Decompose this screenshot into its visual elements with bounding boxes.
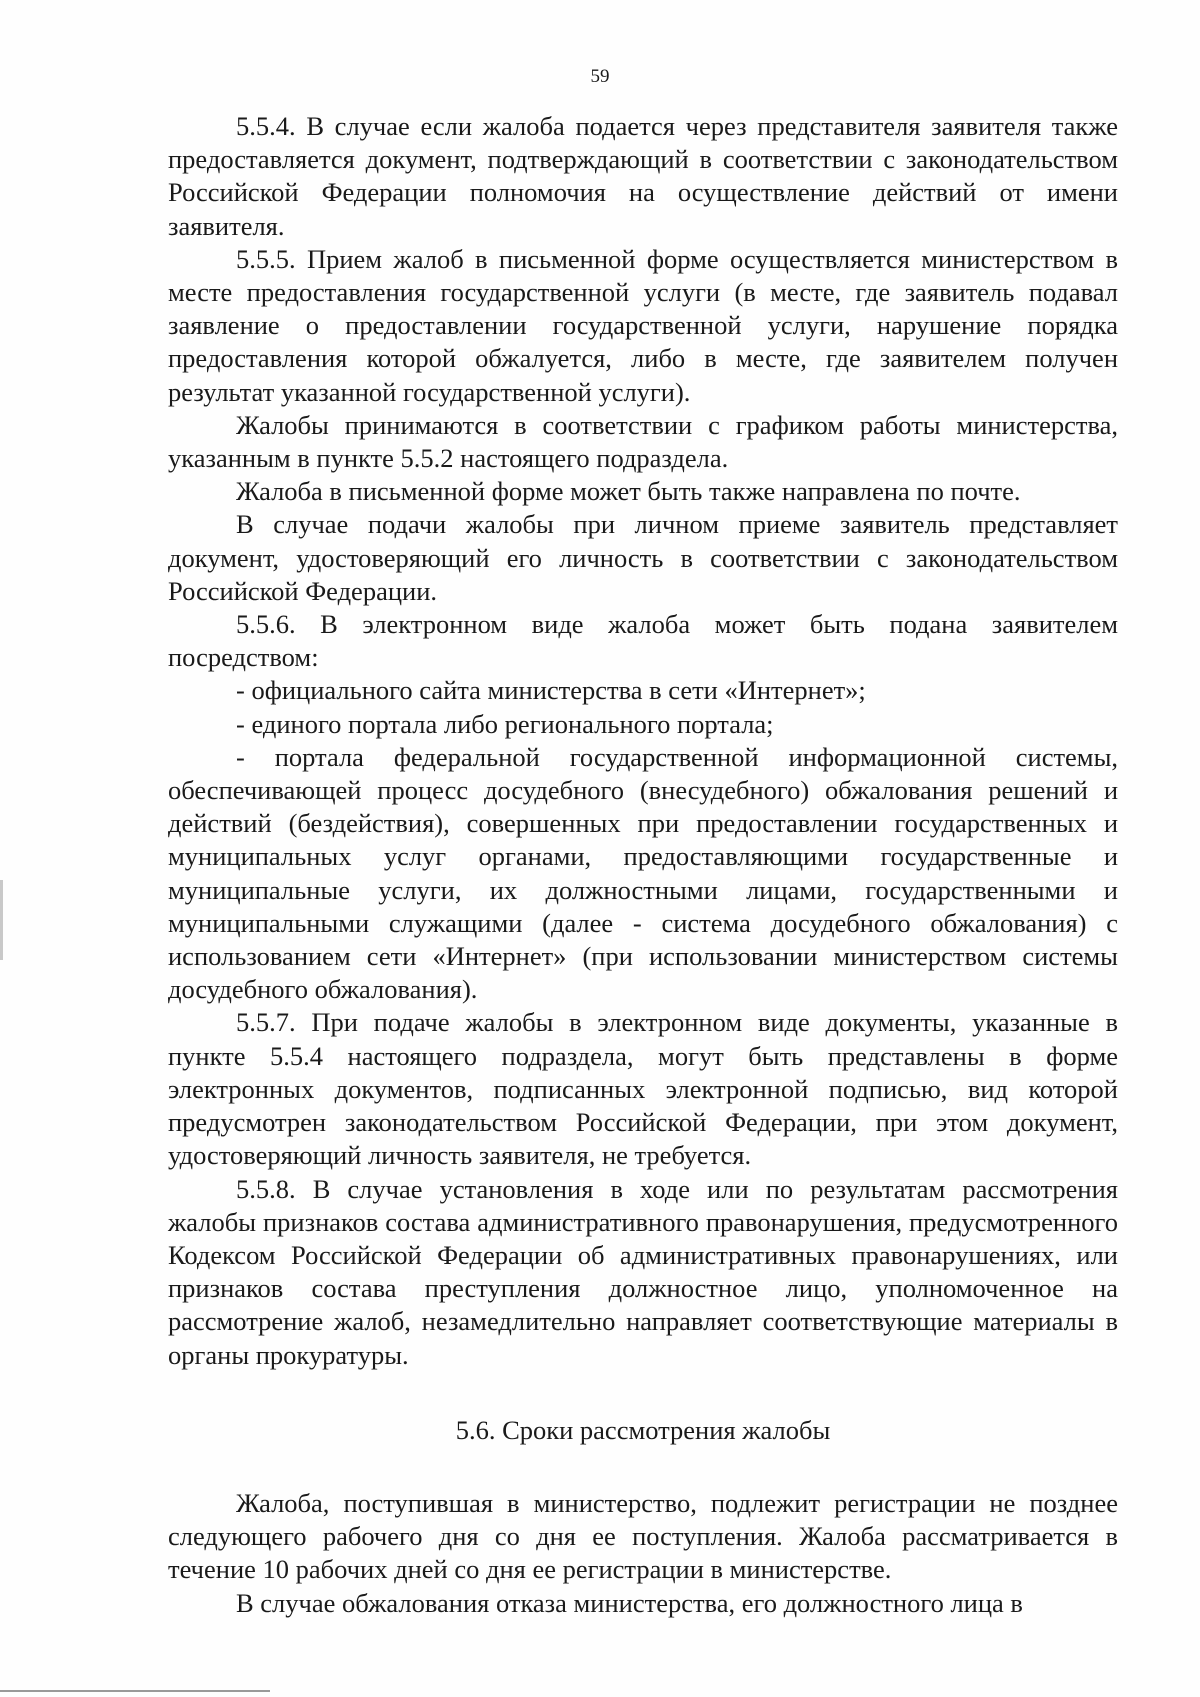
scan-edge-mark	[0, 880, 3, 960]
list-item-unified-portal: - единого портала либо регионального портала;	[236, 708, 774, 739]
paragraph-mail: Жалоба в письменной форме может быть также направлена по почте.	[236, 476, 1021, 507]
page-number: 59	[590, 66, 610, 87]
paragraph-5-5-4: 5.5.4. В случае если жалоба подается через представителя заявителя также предоставляется документ, подтверждающий в соответствии с законодательством Российской Федерации полномочия на осуществление действий от имени заявителя.	[168, 111, 1118, 241]
list-item-official-site: - официального сайта министерства в сети «Интернет»;	[236, 675, 866, 706]
paragraph-registration-terms: Жалоба, поступившая в министерство, подлежит регистрации не позднее следующего рабочего дня со дня ее поступления. Жалоба рассматривается в течение 10 рабочих дней со дня ее регистрации в министерстве.	[168, 1487, 1118, 1585]
paragraph-schedule: Жалобы принимаются в соответствии с графиком работы министерства, указанным в пункте 5.5.2 настоящего подраздела.	[168, 409, 1118, 474]
paragraph-5-5-8: 5.5.8. В случае установления в ходе или по результатам рассмотрения жалобы признаков состава административного правонарушения, предусмотренного Кодексом Российской Федерации об административных правонарушениях, или признаков состава преступления должностное лицо, уполномоченное на рассмотрение жалоб, незамедлительно направляет соответствующие материалы в органы прокуратуры.	[168, 1173, 1118, 1370]
scan-bottom-line	[0, 1690, 270, 1692]
section-heading: 5.6. Сроки рассмотрения жалобы	[455, 1414, 831, 1445]
paragraph-5-5-5: 5.5.5. Прием жалоб в письменной форме осуществляется министерством в месте предоставления государственной услуги (в месте, где заявитель подавал заявление о предоставлении государственной услуги, нарушение порядка предоставления которой обжалуется, либо в месте, где заявителем получен результат указанной государственной услуги).	[168, 243, 1118, 407]
list-item-federal-system-portal: - портала федеральной государственной информационной системы, обеспечивающей процесс досудебного (внесудебного) обжалования решений и действий (бездействия), совершенных при предоставлении государственных и муниципальных услуг органами, предоставляющими государственные и муниципальные услуги, их должностными лицами, государственными и муниципальными служащими (далее - система досудебного обжалования) с использованием сети «Интернет» (при использовании министерством системы досудебного обжалования).	[168, 741, 1118, 1005]
paragraph-5-5-6: 5.5.6. В электронном виде жалоба может быть подана заявителем посредством:	[168, 609, 1118, 673]
document-body	[168, 110, 1118, 1620]
paragraph-personal-reception: В случае подачи жалобы при личном приеме заявитель представляет документ, удостоверяющий его личность в соответствии с законодательством Российской Федерации.	[168, 509, 1118, 606]
paragraph-refusal-appeal: В случае обжалования отказа министерства, его должностного лица в	[236, 1587, 1023, 1618]
paragraph-5-5-7: 5.5.7. При подаче жалобы в электронном виде документы, указанные в пункте 5.5.4 настоящего подраздела, могут быть представлены в форме электронных документов, подписанных электронной подписью, вид которой предусмотрен законодательством Российской Федерации, при этом документ, удостоверяющий личность заявителя, не требуется.	[168, 1007, 1118, 1171]
